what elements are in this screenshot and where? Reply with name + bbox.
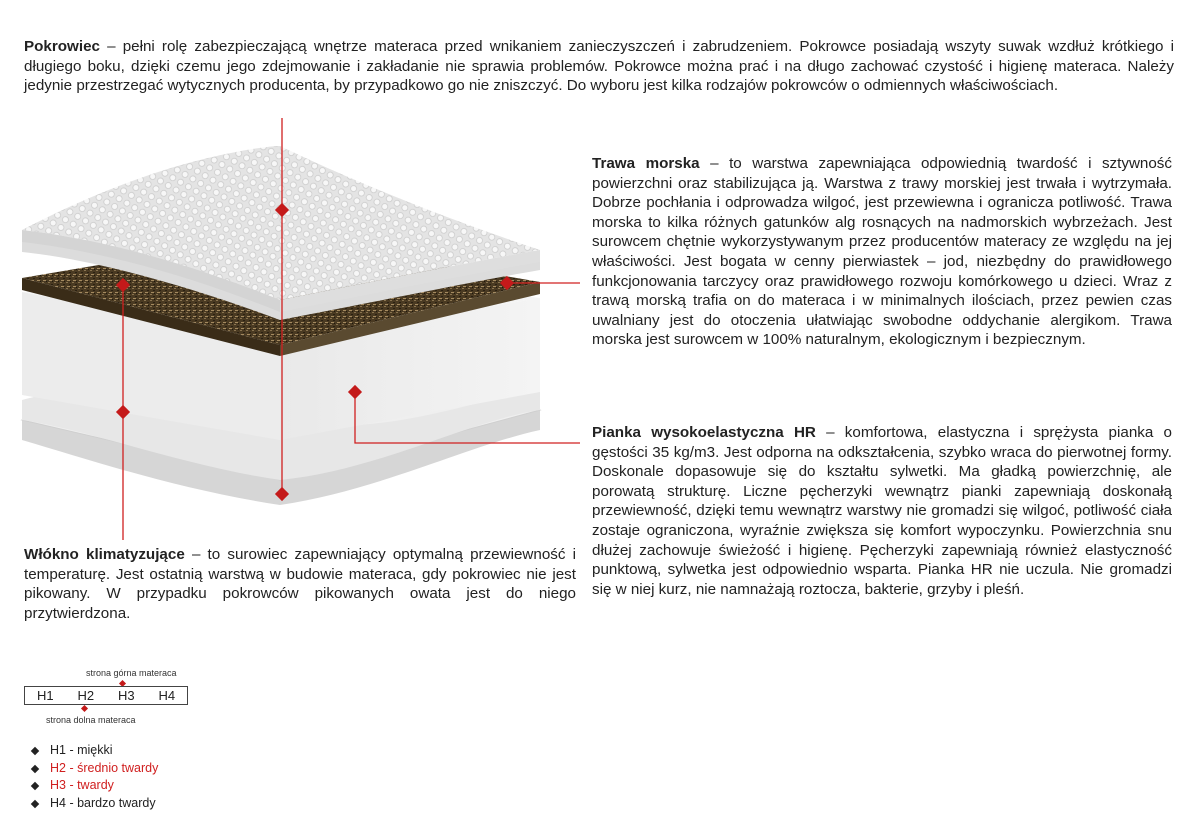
pianka-hr-title: Pianka wysokoelastyczna HR (592, 424, 816, 441)
legend-item (30, 777, 158, 795)
diamond-bullet-icon (31, 782, 39, 790)
hardness-legend (30, 742, 158, 812)
wlokno-title: Włókno klimatyzujące (24, 546, 185, 563)
scale-cell-h2: H2 (77, 688, 95, 703)
trawa-morska-text: – to warstwa zapewniająca odpowiednią twardość i sztywność powierzchni oraz stabilizująca ją. Warstwa z trawy morskiej jest trwała i wytrzymała. Dobrze pochłania i odprowadza wilgoć, jest przewiewna i ogranicza potliwość. Trawa morska to kilka różnych gatunków alg rosnących na nadmorskich wybrzeżach. Jest surowcem chętnie wykorzystywanym przez producentów materacy ze względu na jej właściwości. Jest bogata w cenny pierwiastek – jod, niezbędny do prawidłowego funkcjonowania tarczycy oraz prawidłowego rozwoju komórkowego u dzieci. Wraz z trawą morską trafia on do materaca i w minimalnych ilościach, przez pewien czas uwalniany jest do otoczenia ułatwiając swobodne oddychanie alergikom. Trawa morska jest surowcem w 100% naturalnym, ekologicznym i bezpiecznym. (592, 155, 1172, 349)
scale-cell-h4: H4 (158, 688, 176, 703)
legend-item (30, 795, 158, 813)
diamond-bullet-icon (31, 747, 39, 755)
pokrowiec-description (24, 37, 1174, 96)
legend-label: H3 - twardy (50, 778, 114, 792)
pianka-hr-description (592, 423, 1172, 599)
pianka-hr-text: – komfortowa, elastyczna i sprężysta pianka o gęstości 35 kg/m3. Jest odporna na odkształcenia, szybko wraca do pierwotnej formy. Doskonale dopasowuje się do kształtu sylwetki. Ma gładką powierzchnię, ale porowatą strukturę. Liczne pęcherzyki wewnątrz pianki zapewniają doskonałą przewiewność, dzięki temu wewnątrz warstwy nie gromadzi się wilgoć, potliwość ciała zostaje ograniczona, wyraźnie zwiększa się komfort wypoczynku. Powierzchnia snu dłużej zachowuje świeżość i higienę. Pęcherzyki zapewniają również elastyczność punktową, sylwetka jest odpowiednio wsparta. Pianka HR nie uczula. Nie gromadzi się w niej kurz, nie namnażają roztocza, bakterie, grzyby i pleśń. (592, 424, 1172, 598)
diamond-bullet-icon (31, 764, 39, 772)
legend-label: H1 - miękki (50, 743, 113, 757)
legend-item (30, 742, 158, 760)
legend-label: H2 - średnio twardy (50, 760, 159, 775)
legend-item (30, 760, 158, 778)
diamond-bullet-icon (31, 799, 39, 807)
scale-cell-h3: H3 (117, 688, 135, 703)
scale-top-label: strona górna materaca (86, 668, 177, 678)
trawa-morska-title: Trawa morska (592, 155, 700, 172)
pokrowiec-text: – pełni rolę zabezpieczającą wnętrze materaca przed wnikaniem zanieczyszczeń i zabrudzeniem. Pokrowce posiadają wszyty suwak wzdłuż krótkiego i długiego boku, dzięki czemu jego zdejmowanie i zakładanie nie sprawia problemów. Pokrowce można prać i na długo zachować czystość i higienę materaca. Należy jedynie przestrzegać wytycznych producenta, by przypadkowo go nie zniszczyć. Do wyboru jest kilka rodzajów pokrowców o odmiennych właściwościach. (24, 38, 1174, 95)
hardness-scale (24, 666, 204, 726)
wlokno-text: – to surowiec zapewniający optymalną przewiewność i temperaturę. Jest ostatnią warstwą w budowie materaca, gdy pokrowiec nie jest pikowany. W przypadku pokrowców pikowanych owata jest do niego przytwierdzona. (24, 546, 576, 622)
scale-box (24, 686, 188, 705)
trawa-morska-description (592, 154, 1172, 350)
legend-label: H4 - bardzo twardy (50, 795, 156, 810)
pokrowiec-title: Pokrowiec (24, 38, 100, 55)
bottom-side-marker (81, 705, 88, 712)
scale-cell-h1: H1 (36, 688, 54, 703)
wlokno-description (24, 545, 576, 623)
scale-bottom-label: strona dolna materaca (46, 715, 136, 725)
